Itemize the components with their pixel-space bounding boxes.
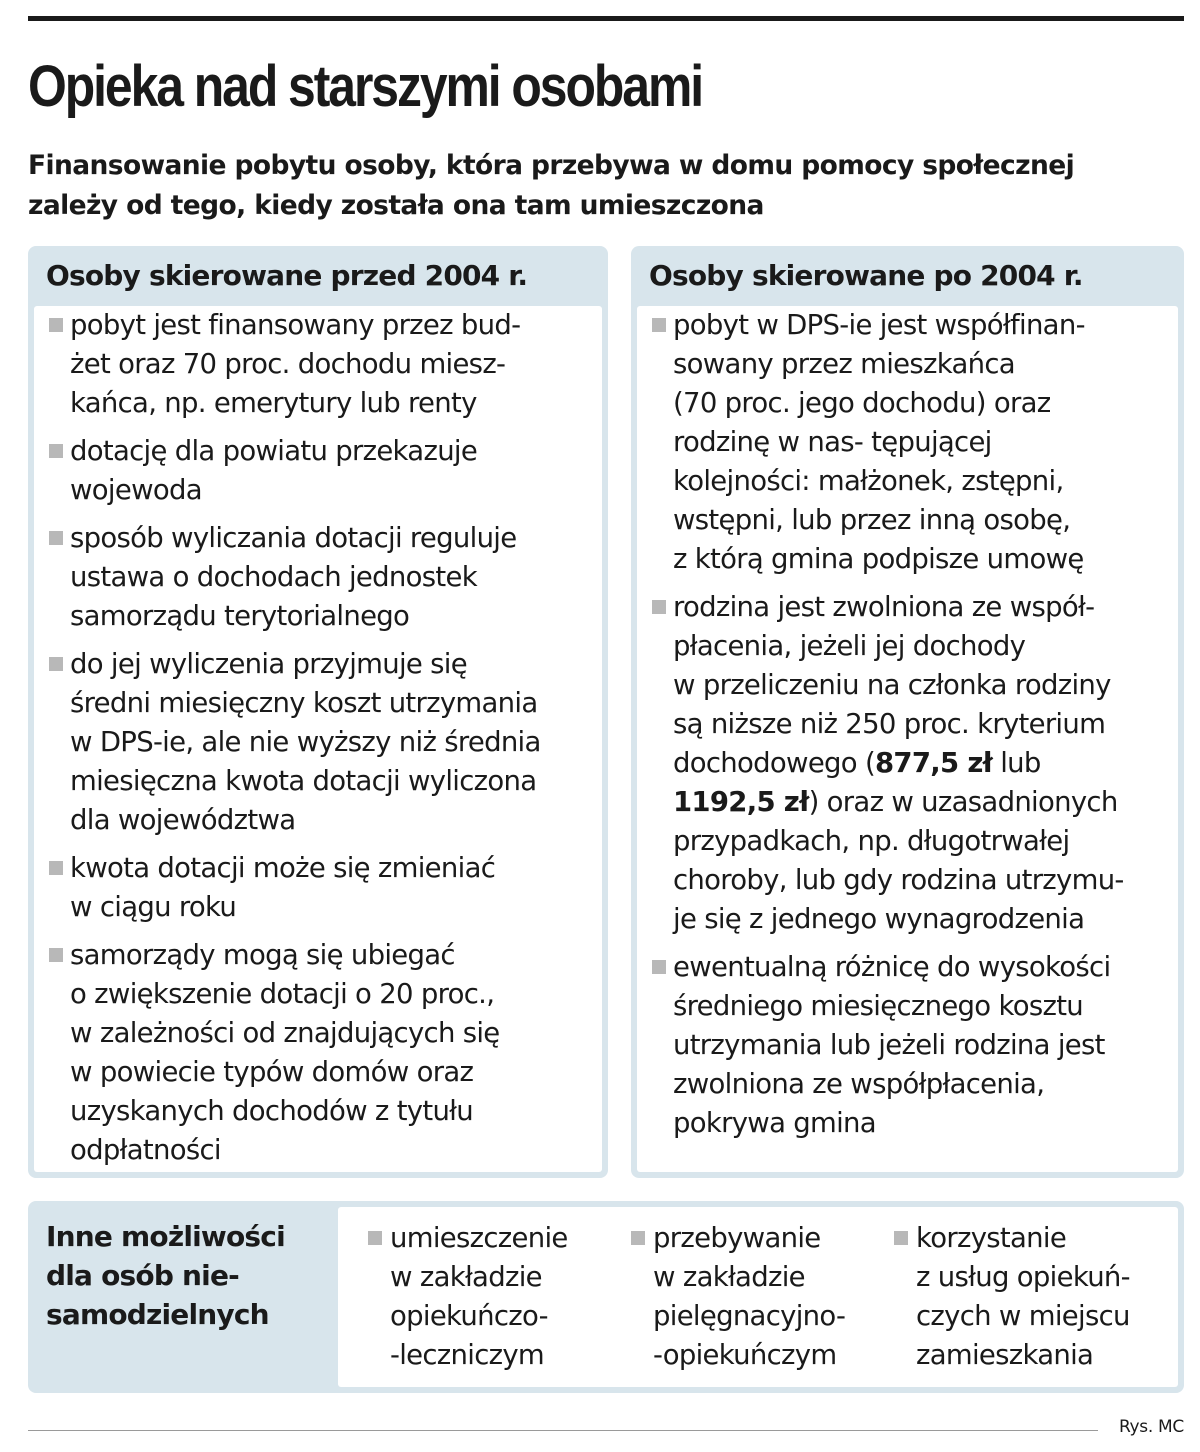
item-line: utrzymania lub jeżeli rodzina jest bbox=[673, 1029, 1105, 1061]
item-line: kańca, np. emerytury lub renty bbox=[70, 387, 477, 419]
item-line: wstępni, lub przez inną osobę, bbox=[673, 504, 1071, 536]
item-line: żet oraz 70 proc. dochodu miesz- bbox=[70, 348, 506, 380]
item-line: w przeliczeniu na członka rodziny bbox=[673, 669, 1111, 701]
square-bullet-icon bbox=[652, 600, 666, 614]
panel-heading: Osoby skierowane po 2004 r. bbox=[649, 259, 1083, 292]
item-line: w ciągu roku bbox=[70, 891, 237, 923]
item-line: kwota dotacji może się zmieniać bbox=[70, 852, 496, 884]
subtitle-line: zależy od tego, kiedy została ona tam umieszczona bbox=[28, 190, 764, 221]
square-bullet-icon bbox=[652, 318, 666, 332]
amount-value: 877,5 zł bbox=[875, 747, 993, 779]
square-bullet-icon bbox=[631, 1231, 645, 1245]
list-item bbox=[637, 306, 1178, 579]
option-line: przebywanie bbox=[653, 1222, 821, 1254]
option-line: zamieszkania bbox=[916, 1339, 1094, 1371]
option-line: -opiekuńczym bbox=[653, 1339, 837, 1371]
option-line: opiekuńczo- bbox=[390, 1300, 548, 1332]
item-line: średniego miesięcznego kosztu bbox=[673, 990, 1084, 1022]
option-line: z usług opiekuń- bbox=[916, 1261, 1130, 1293]
item-line: płacenia, jeżeli jej dochody bbox=[673, 630, 1026, 662]
credit: Rys. MC bbox=[1118, 1417, 1184, 1437]
text-fragment: ) oraz w uzasadnionych bbox=[808, 786, 1118, 818]
list-item bbox=[34, 645, 602, 840]
item-line: odpłatności bbox=[70, 1134, 221, 1166]
item-line: kolejności: małżonek, zstępni, bbox=[673, 465, 1064, 497]
square-bullet-icon bbox=[652, 960, 666, 974]
item-line: samorządu terytorialnego bbox=[70, 600, 410, 632]
top-rule bbox=[28, 16, 1184, 21]
panel-heading: Osoby skierowane przed 2004 r. bbox=[46, 259, 528, 292]
item-line: dotację dla powiatu przekazuje bbox=[70, 435, 478, 467]
option-line: czych w miejscu bbox=[916, 1300, 1130, 1332]
subtitle bbox=[28, 146, 1188, 226]
list-item bbox=[637, 948, 1178, 1143]
square-bullet-icon bbox=[49, 948, 63, 962]
square-bullet-icon bbox=[49, 318, 63, 332]
other-options-label bbox=[46, 1217, 346, 1334]
option-item bbox=[882, 1219, 1130, 1375]
label-line: Inne możliwości bbox=[46, 1220, 285, 1253]
list-item bbox=[34, 936, 602, 1170]
item-line: w DPS-ie, ale nie wyższy niż średnia bbox=[70, 726, 541, 758]
item-line: miesięczna kwota dotacji wyliczona bbox=[70, 765, 537, 797]
item-line: pobyt w DPS-ie jest współfinan- bbox=[673, 309, 1085, 341]
item-line: są niższe niż 250 proc. kryterium bbox=[673, 708, 1106, 740]
item-line: uzyskanych dochodów z tytułu bbox=[70, 1095, 474, 1127]
square-bullet-icon bbox=[49, 444, 63, 458]
item-line: wojewoda bbox=[70, 474, 202, 506]
square-bullet-icon bbox=[49, 861, 63, 875]
list-item bbox=[34, 849, 602, 927]
item-list bbox=[637, 306, 1178, 1152]
list-item bbox=[637, 588, 1178, 939]
item-line: zwolniona ze współpłacenia, bbox=[673, 1068, 1045, 1100]
item-line: do jej wyliczenia przyjmuje się bbox=[70, 648, 467, 680]
text-fragment: dochodowego ( bbox=[673, 747, 875, 779]
label-line: samodzielnych bbox=[46, 1298, 269, 1331]
option-line: w zakładzie bbox=[653, 1261, 805, 1293]
item-line: rodzinę w nas- tępującej bbox=[673, 426, 992, 458]
page-title: Opieka nad starszymi osobami bbox=[28, 54, 703, 119]
other-options-body bbox=[338, 1207, 1178, 1387]
item-line: w zależności od znajdujących się bbox=[70, 1017, 500, 1049]
text-fragment: lub bbox=[992, 747, 1041, 779]
item-line: choroby, lub gdy rodzina utrzymu- bbox=[673, 864, 1124, 896]
panel-before-2004 bbox=[28, 246, 608, 1178]
item-line: przypadkach, np. długotrwałej bbox=[673, 825, 1070, 857]
square-bullet-icon bbox=[894, 1231, 908, 1245]
item-line: je się z jednego wynagrodzenia bbox=[673, 903, 1085, 935]
item-line bbox=[673, 783, 1178, 822]
item-line: ustawa o dochodach jednostek bbox=[70, 561, 477, 593]
item-line bbox=[673, 744, 1178, 783]
list-item bbox=[34, 306, 602, 423]
item-line: pokrywa gmina bbox=[673, 1107, 876, 1139]
item-line: pobyt jest finansowany przez bud- bbox=[70, 309, 521, 341]
panel-body bbox=[637, 306, 1178, 1172]
option-item bbox=[619, 1219, 845, 1375]
bottom-rule bbox=[28, 1430, 1098, 1431]
square-bullet-icon bbox=[49, 531, 63, 545]
option-line: umieszczenie bbox=[390, 1222, 568, 1254]
item-line: dla województwa bbox=[70, 804, 296, 836]
item-line: w powiecie typów domów oraz bbox=[70, 1056, 474, 1088]
label-line: dla osób nie- bbox=[46, 1259, 239, 1292]
option-line: korzystanie bbox=[916, 1222, 1067, 1254]
square-bullet-icon bbox=[49, 657, 63, 671]
item-list bbox=[34, 306, 602, 1179]
panel-after-2004 bbox=[631, 246, 1184, 1178]
option-line: -leczniczym bbox=[390, 1339, 545, 1371]
item-line: (70 proc. jego dochodu) oraz bbox=[673, 387, 1051, 419]
option-line: w zakładzie bbox=[390, 1261, 542, 1293]
subtitle-line: Finansowanie pobytu osoby, która przebywa w domu pomocy społecznej bbox=[28, 150, 1075, 181]
item-line: sposób wyliczania dotacji reguluje bbox=[70, 522, 517, 554]
list-item bbox=[34, 519, 602, 636]
other-options-box bbox=[28, 1201, 1184, 1393]
item-line: sowany przez mieszkańca bbox=[673, 348, 1015, 380]
item-line: ewentualną różnicę do wysokości bbox=[673, 951, 1111, 983]
item-line: z którą gmina podpisze umowę bbox=[673, 543, 1084, 575]
item-line: o zwiększenie dotacji o 20 proc., bbox=[70, 978, 495, 1010]
option-line: pielęgnacyjno- bbox=[653, 1300, 846, 1332]
option-item bbox=[356, 1219, 568, 1375]
item-line: samorządy mogą się ubiegać bbox=[70, 939, 455, 971]
square-bullet-icon bbox=[368, 1231, 382, 1245]
list-item bbox=[34, 432, 602, 510]
item-line: średni miesięczny koszt utrzymania bbox=[70, 687, 538, 719]
item-line: rodzina jest zwolniona ze współ- bbox=[673, 591, 1095, 623]
panel-body bbox=[34, 306, 602, 1172]
amount-value: 1192,5 zł bbox=[673, 786, 809, 818]
